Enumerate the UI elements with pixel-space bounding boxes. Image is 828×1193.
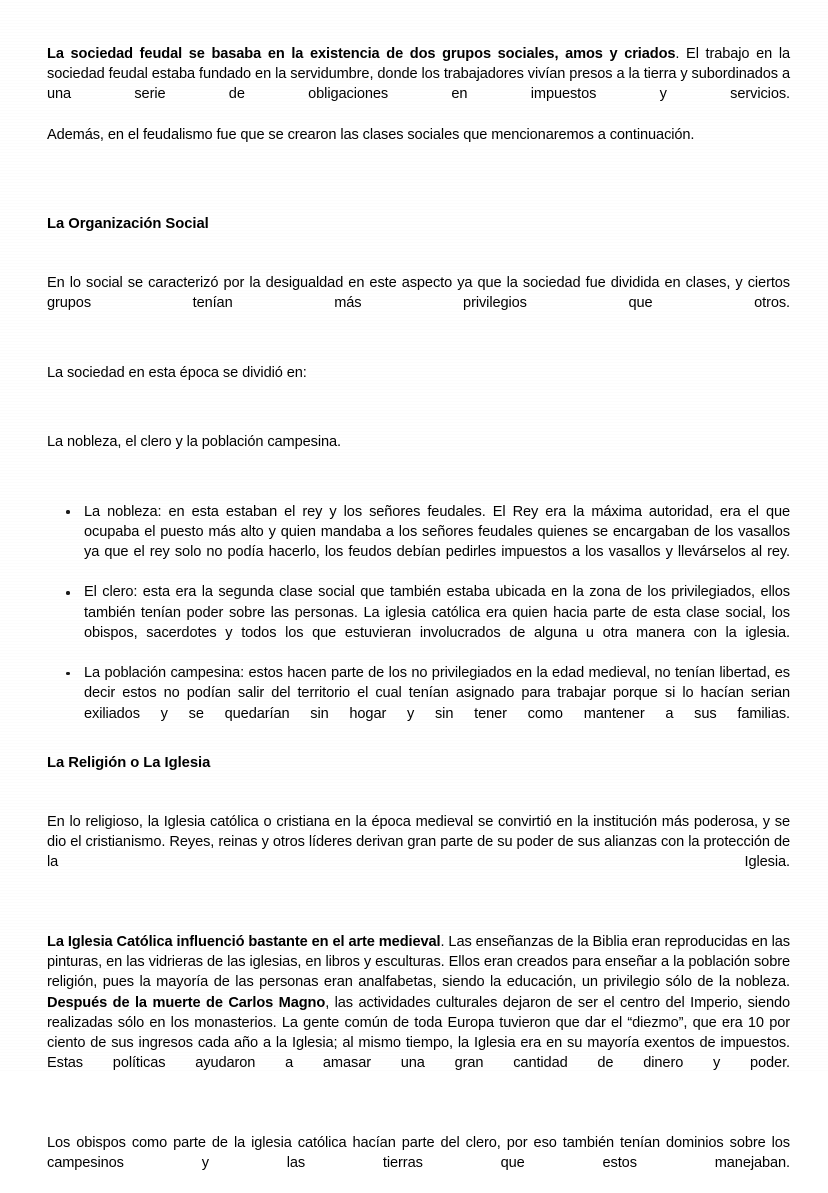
arte-text-second: , las actividades culturales dejaron de ser el centro del Imperio, siendo realizadas sólo en los monasterios. La gente común de toda Europa tuvieron que dar el “diezmo”, que era 10 por ciento de sus ingresos cada año a la Iglesia; al mismo tiempo, la Iglesia era en su mayoría exentos de impuestos. Estas políticas ayudaron a amasar una gran cantidad de dinero y poder. [47,994,790,1072]
intro-lead-bold: La sociedad feudal se basaba en la existencia de dos grupos sociales, amos y criados [47,46,676,62]
heading-religion-iglesia: La Religión o La Iglesia [47,755,211,772]
spacer [47,473,790,502]
list-item-text: La nobleza: en esta estaban el rey y los señores feudales. El Rey era la máxima autoridad, era el que ocupaba el puesto más alto y quien mandaba a los señores feudales quienes se encargaban de los vasallos ya que el rey solo no podía hacerlo, los feudos debían pedirles impuestos a los vasallos y llevárselos al rey. [84,503,790,561]
document-body [47,44,790,1193]
spacer [47,165,790,214]
arte-bold-carlos-magno: Después de la muerte de Carlos Magno [47,994,326,1011]
spacer [47,334,790,363]
intro-paragraph [47,44,790,125]
spacer [47,1094,790,1133]
list-item [47,663,790,744]
organizacion-paragraph: En lo social se caracterizó por la desigualdad en este aspecto ya que la sociedad fue dividida en clases, y ciertos grupos tenían más privilegios que otros. [47,275,790,312]
clases-sociales-list [47,502,790,744]
list-item [47,502,790,583]
obispos-paragraph: Los obispos como parte de la iglesia católica hacían parte del clero, por eso también tenían dominios sobre los campesinos y las tierras que estos manejaban. [47,1134,790,1171]
heading-organizacion-social: La Organización Social [47,216,209,233]
list-item-text: La población campesina: estos hacen parte de los no privilegiados en la edad medieval, no tenían libertad, es decir estos no podían salir del territorio el cual tenían asignado para trabajar porque si lo hacían serian exiliados y se quedarían sin hogar y sin tener como mantener a sus familias. [84,665,790,722]
spacer [47,893,790,932]
arte-medieval-paragraph [47,932,790,1094]
arte-bold-lead: La Iglesia Católica influenció bastante en el arte medieval [47,933,441,950]
division-intro-line: La sociedad en esta época se dividió en: [47,364,307,381]
list-item [47,582,790,663]
spacer [47,234,790,273]
spacer [47,744,790,753]
division-list-line: La nobleza, el clero y la población campesina. [47,434,341,451]
intro-body-text: . El trabajo en la sociedad feudal estaba fundado en la servidumbre, donde los trabajadores vivían presos a la tierra y subordinados a una serie de obligaciones en impuestos y servicios. [47,46,791,103]
intro-second-line: Además, en el feudalismo fue que se crearon las clases sociales que mencionaremos a continuación. [47,126,695,143]
list-item-text: El clero: esta era la segunda clase social que también estaba ubicada en la zona de los privilegiados, ellos también tenían poder sobre las personas. La iglesia católica era quien hacia parte de esta clase social, los obispos, sacerdotes y todos los que estuvieran involucrados de alguna u otra manera con la iglesia. [84,584,790,641]
religion-paragraph: En lo religioso, la Iglesia católica o cristiana en la época medieval se convirtió en la institución más poderosa, y se dio el cristianismo. Reyes, reinas y otros líderes derivan gran parte de su poder de sus alianzas con la protección de la Iglesia. [47,814,790,871]
arte-text-first: . Las enseñanzas de la Biblia eran reproducidas en las pinturas, en las vidrieras de las iglesias, en libros y esculturas. Ellos eran creados para enseñar a la población sobre religión, pues la mayoría de las personas eran analfabetas, siendo la educación, un privilegio sólo de la nobleza. [47,933,790,991]
spacer [47,403,790,432]
spacer [47,773,790,812]
